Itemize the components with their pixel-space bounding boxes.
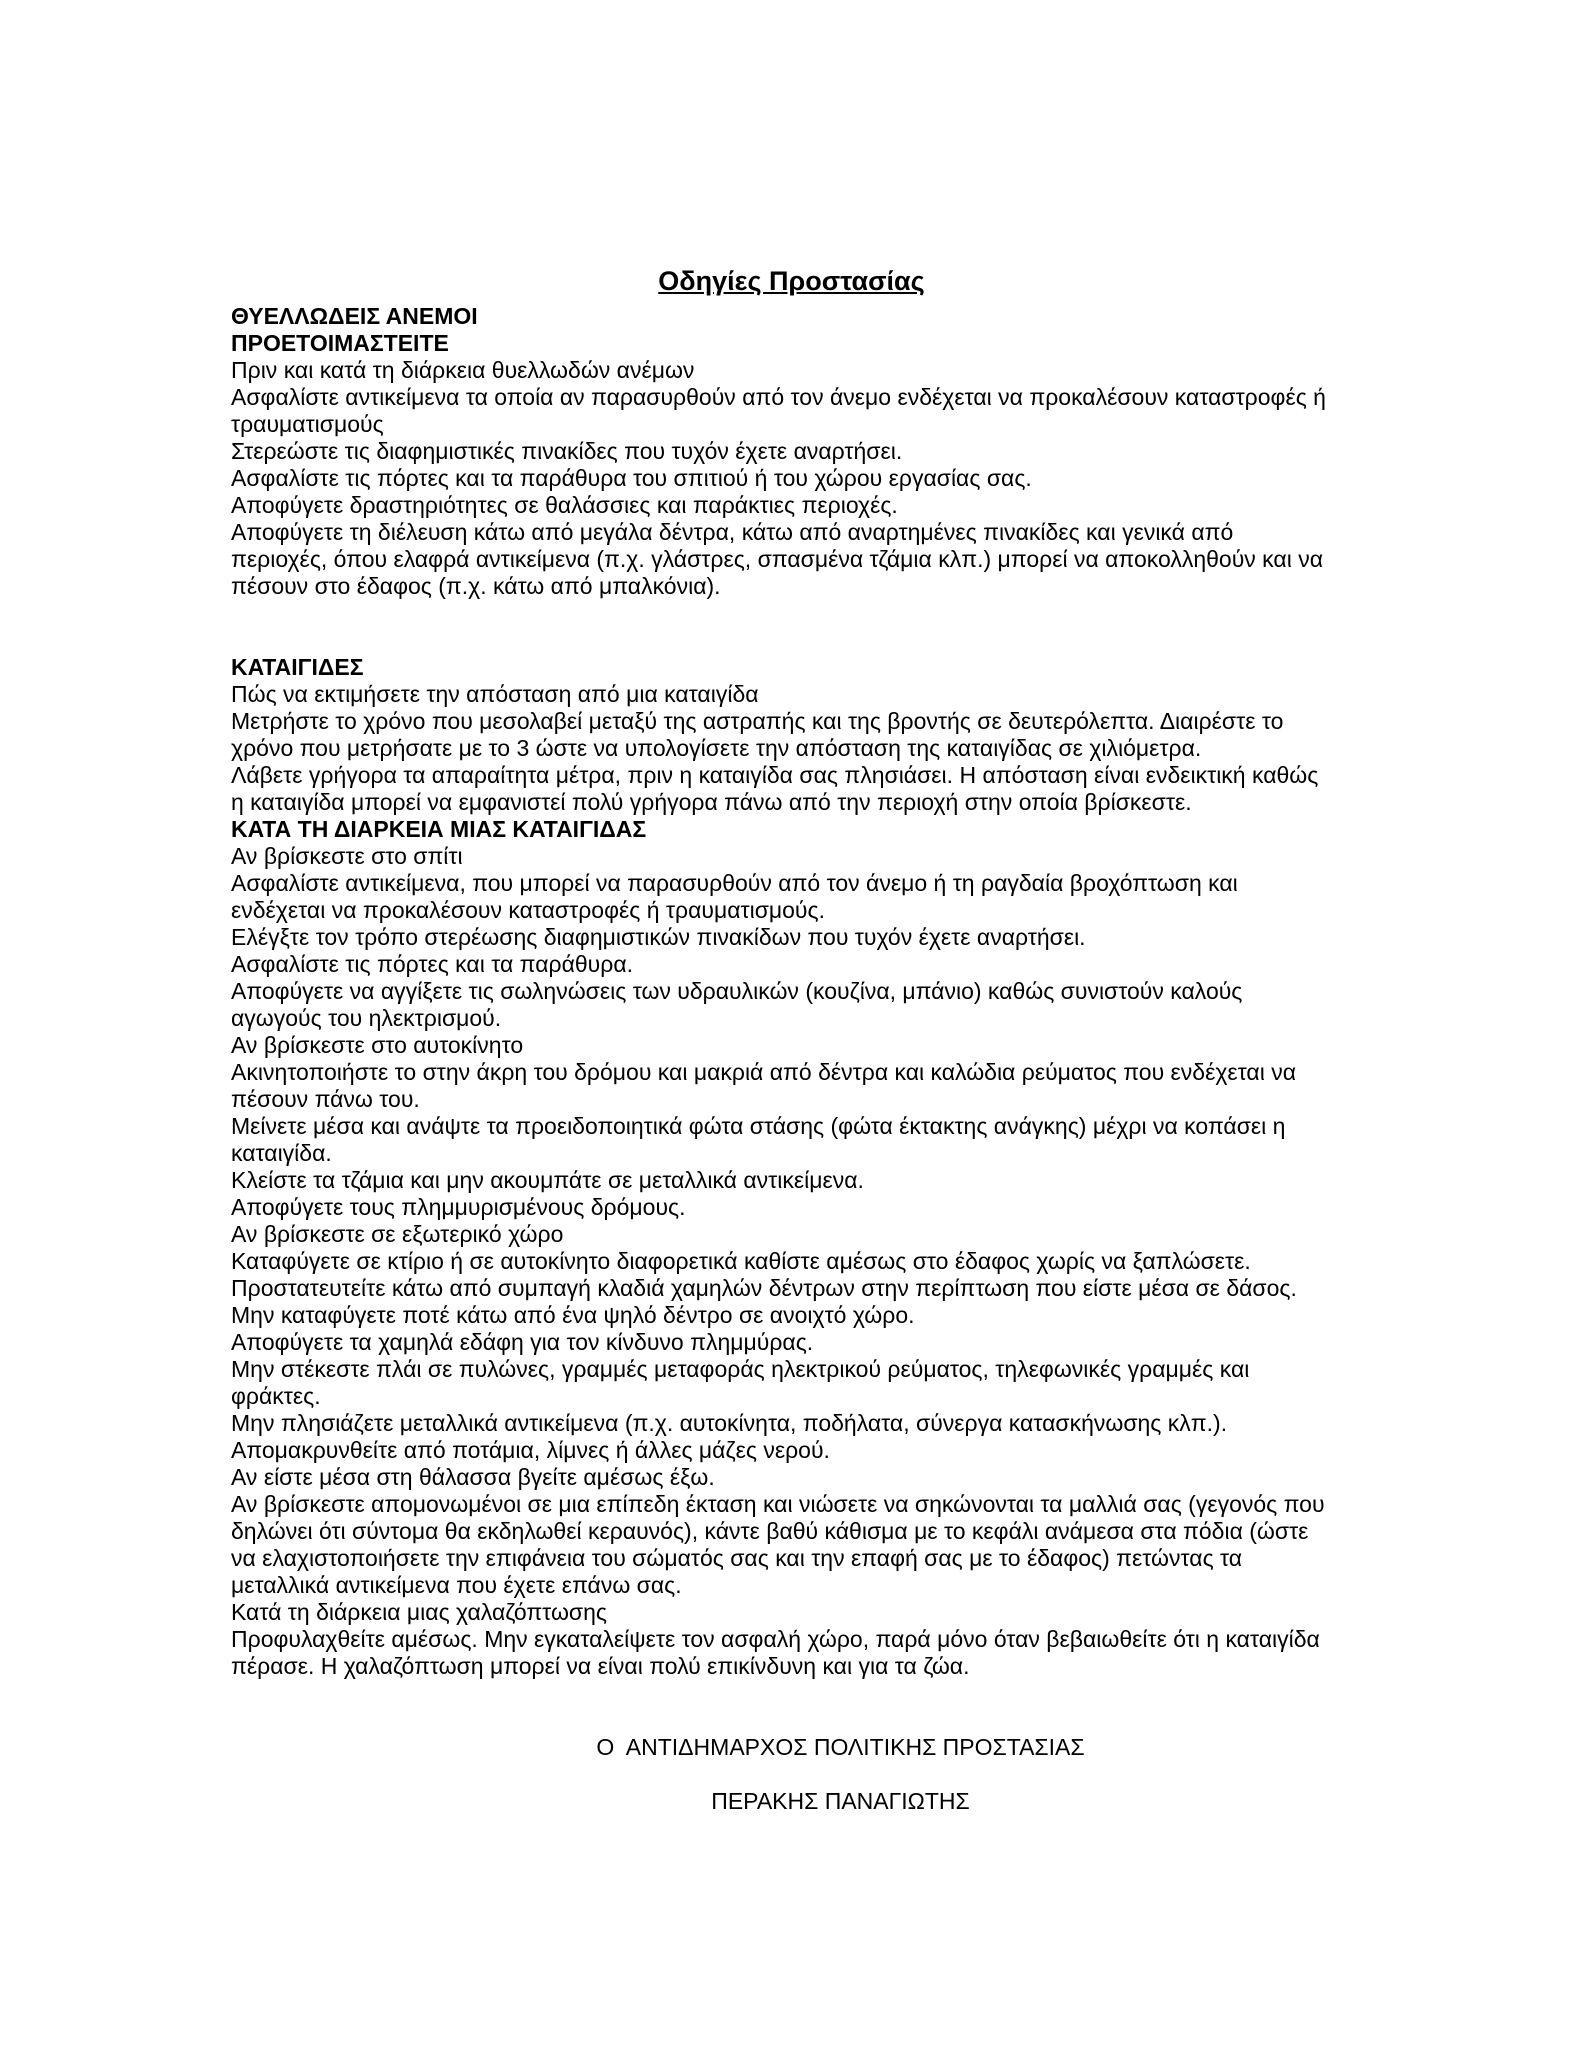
text-line: Πώς να εκτιμήσετε την απόσταση από μια καταιγίδα — [231, 681, 759, 707]
text-line: Στερεώστε τις διαφημιστικές πινακίδες που τυχόν έχετε αναρτήσει. — [231, 438, 903, 464]
text-line: Απομακρυνθείτε από ποτάμια, λίμνες ή άλλες μάζες νερού. — [231, 1437, 830, 1463]
text-line: ΘΥΕΛΛΩΔΕΙΣ ΑΝΕΜΟΙ — [231, 303, 478, 329]
text-line: Αποφύγετε να αγγίξετε τις σωληνώσεις των υδραυλικών (κουζίνα, μπάνιο) καθώς συνιστούν καλούς — [231, 978, 1243, 1004]
text-line: Αποφύγετε τους πλημμυρισμένους δρόμους. — [231, 1194, 686, 1220]
text-line: καταιγίδα. — [231, 1140, 332, 1166]
document-content — [231, 264, 1352, 1815]
text-line: Αν βρίσκεστε στο αυτοκίνητο — [231, 1032, 524, 1058]
text-line: ΚΑΤΑΙΓΙΔΕΣ — [231, 654, 364, 680]
text-line: Μετρήστε το χρόνο που μεσολαβεί μεταξύ της αστραπής και της βροντής σε δευτερόλεπτα. Διαιρέστε το — [231, 708, 1284, 734]
page-title: Οδηγίες Προστασίας — [658, 266, 925, 296]
text-line: Λάβετε γρήγορα τα απαραίτητα μέτρα, πριν η καταιγίδα σας πλησιάσει. Η απόσταση είναι ενδεικτική καθώς — [231, 762, 1319, 788]
text-line: πέσουν στο έδαφος (π.χ. κάτω από μπαλκόνια). — [231, 573, 721, 599]
text-line: Πριν και κατά τη διάρκεια θυελλωδών ανέμων — [231, 357, 695, 383]
text-line: Ακινητοποιήστε το στην άκρη του δρόμου και μακριά από δέντρα και καλώδια ρεύματος που ενδέχεται να — [231, 1059, 1297, 1085]
text-line: Ασφαλίστε αντικείμενα, που μπορεί να παρασυρθούν από τον άνεμο ή τη ραγδαία βροχόπτωση και — [231, 870, 1238, 896]
text-line: αγωγούς του ηλεκτρισμού. — [231, 1005, 502, 1031]
text-line: Αν είστε μέσα στη θάλασσα βγείτε αμέσως έξω. — [231, 1464, 715, 1490]
signature-name: ΠΕΡΑΚΗΣ ΠΑΝΑΓΙΩΤΗΣ — [711, 1788, 970, 1814]
text-line: Αποφύγετε τα χαμηλά εδάφη για τον κίνδυνο πλημμύρας. — [231, 1329, 814, 1355]
signature-block — [231, 1734, 1352, 1815]
text-line: να ελαχιστοποιήσετε την επιφάνεια του σώματός σας και την επαφή σας με το έδαφος) πετώντας τα — [231, 1545, 1243, 1571]
text-line: Αποφύγετε δραστηριότητες σε θαλάσσιες και παράκτιες περιοχές. — [231, 492, 898, 518]
document-body — [231, 303, 1352, 1680]
text-line: Προφυλαχθείτε αμέσως. Μην εγκαταλείψετε τον ασφαλή χώρο, παρά μόνο όταν βεβαιωθείτε ότι η καταιγίδα — [231, 1626, 1320, 1652]
text-line: Ασφαλίστε τις πόρτες και τα παράθυρα του σπιτιού ή του χώρου εργασίας σας. — [231, 465, 1032, 491]
text-line: πέσουν πάνω του. — [231, 1086, 420, 1112]
text-line: μεταλλικά αντικείμενα που έχετε επάνω σας. — [231, 1572, 682, 1598]
text-line: Προστατευτείτε κάτω από συμπαγή κλαδιά χαμηλών δέντρων στην περίπτωση που είστε μέσα σε δάσος. — [231, 1275, 1297, 1301]
text-line: Αποφύγετε τη διέλευση κάτω από μεγάλα δέντρα, κάτω από αναρτημένες πινακίδες και γενικά από — [231, 519, 1234, 545]
text-line: Αν βρίσκεστε απομονωμένοι σε μια επίπεδη έκταση και νιώσετε να σηκώνονται τα μαλλιά σας (γεγονός που — [231, 1491, 1325, 1517]
text-line: Κατά τη διάρκεια μιας χαλαζόπτωσης — [231, 1599, 607, 1625]
text-line: Καταφύγετε σε κτίριο ή σε αυτοκίνητο διαφορετικά καθίστε αμέσως στο έδαφος χωρίς να ξαπλώσετε. — [231, 1248, 1251, 1274]
text-line: Μείνετε μέσα και ανάψτε τα προειδοποιητικά φώτα στάσης (φώτα έκτακτης ανάγκης) μέχρι να κοπάσει η — [231, 1113, 1286, 1139]
text-line: Ασφαλίστε αντικείμενα τα οποία αν παρασυρθούν από τον άνεμο ενδέχεται να προκαλέσουν καταστροφές ή — [231, 384, 1326, 410]
text-line: χρόνο που μετρήσατε με το 3 ώστε να υπολογίσετε την απόσταση της καταιγίδας σε χιλιόμετρα. — [231, 735, 1202, 761]
text-line: Μην καταφύγετε ποτέ κάτω από ένα ψηλό δέντρο σε ανοιχτό χώρο. — [231, 1302, 915, 1328]
text-line: ΚΑΤΑ ΤΗ ΔΙΑΡΚΕΙΑ ΜΙΑΣ ΚΑΤΑΙΓΙΔΑΣ — [231, 816, 647, 842]
text-line: πέρασε. Η χαλαζόπτωση μπορεί να είναι πολύ επικίνδυνη και για τα ζώα. — [231, 1653, 970, 1679]
text-line: τραυματισμούς — [231, 411, 384, 437]
text-line: η καταιγίδα μπορεί να εμφανιστεί πολύ γρήγορα πάνω από την περιοχή στην οποία βρίσκεστε. — [231, 789, 1192, 815]
text-line: Κλείστε τα τζάμια και μην ακουμπάτε σε μεταλλικά αντικείμενα. — [231, 1167, 864, 1193]
text-line: ενδέχεται να προκαλέσουν καταστροφές ή τραυματισμούς. — [231, 897, 825, 923]
text-line — [231, 600, 1352, 627]
text-line: Μην στέκεστε πλάι σε πυλώνες, γραμμές μεταφοράς ηλεκτρικού ρεύματος, τηλεφωνικές γραμμές και — [231, 1356, 1250, 1382]
text-line: δηλώνει ότι σύντομα θα εκδηλωθεί κεραυνός), κάντε βαθύ κάθισμα με το κεφάλι ανάμεσα στα πόδια (ώστε — [231, 1518, 1309, 1544]
text-line: ΠΡΟΕΤΟΙΜΑΣΤΕΙΤΕ — [231, 330, 449, 356]
text-line: Μην πλησιάζετε μεταλλικά αντικείμενα (π.χ. αυτοκίνητα, ποδήλατα, σύνεργα κατασκήνωσης κλπ.). — [231, 1410, 1228, 1436]
text-line — [231, 627, 1352, 654]
text-line: Ελέγξτε τον τρόπο στερέωσης διαφημιστικών πινακίδων που τυχόν έχετε αναρτήσει. — [231, 924, 1086, 950]
text-line: Ασφαλίστε τις πόρτες και τα παράθυρα. — [231, 951, 634, 977]
text-line: Αν βρίσκεστε στο σπίτι — [231, 843, 463, 869]
text-line: περιοχές, όπου ελαφρά αντικείμενα (π.χ. γλάστρες, σπασμένα τζάμια κλπ.) μπορεί να αποκολληθούν και να — [231, 546, 1323, 572]
signature-role: Ο ΑΝΤΙΔΗΜΑΡΧΟΣ ΠΟΛΙΤΙΚΗΣ ΠΡΟΣΤΑΣΙΑΣ — [596, 1734, 1085, 1760]
text-line: Αν βρίσκεστε σε εξωτερικό χώρο — [231, 1221, 564, 1247]
text-line: φράκτες. — [231, 1383, 321, 1409]
